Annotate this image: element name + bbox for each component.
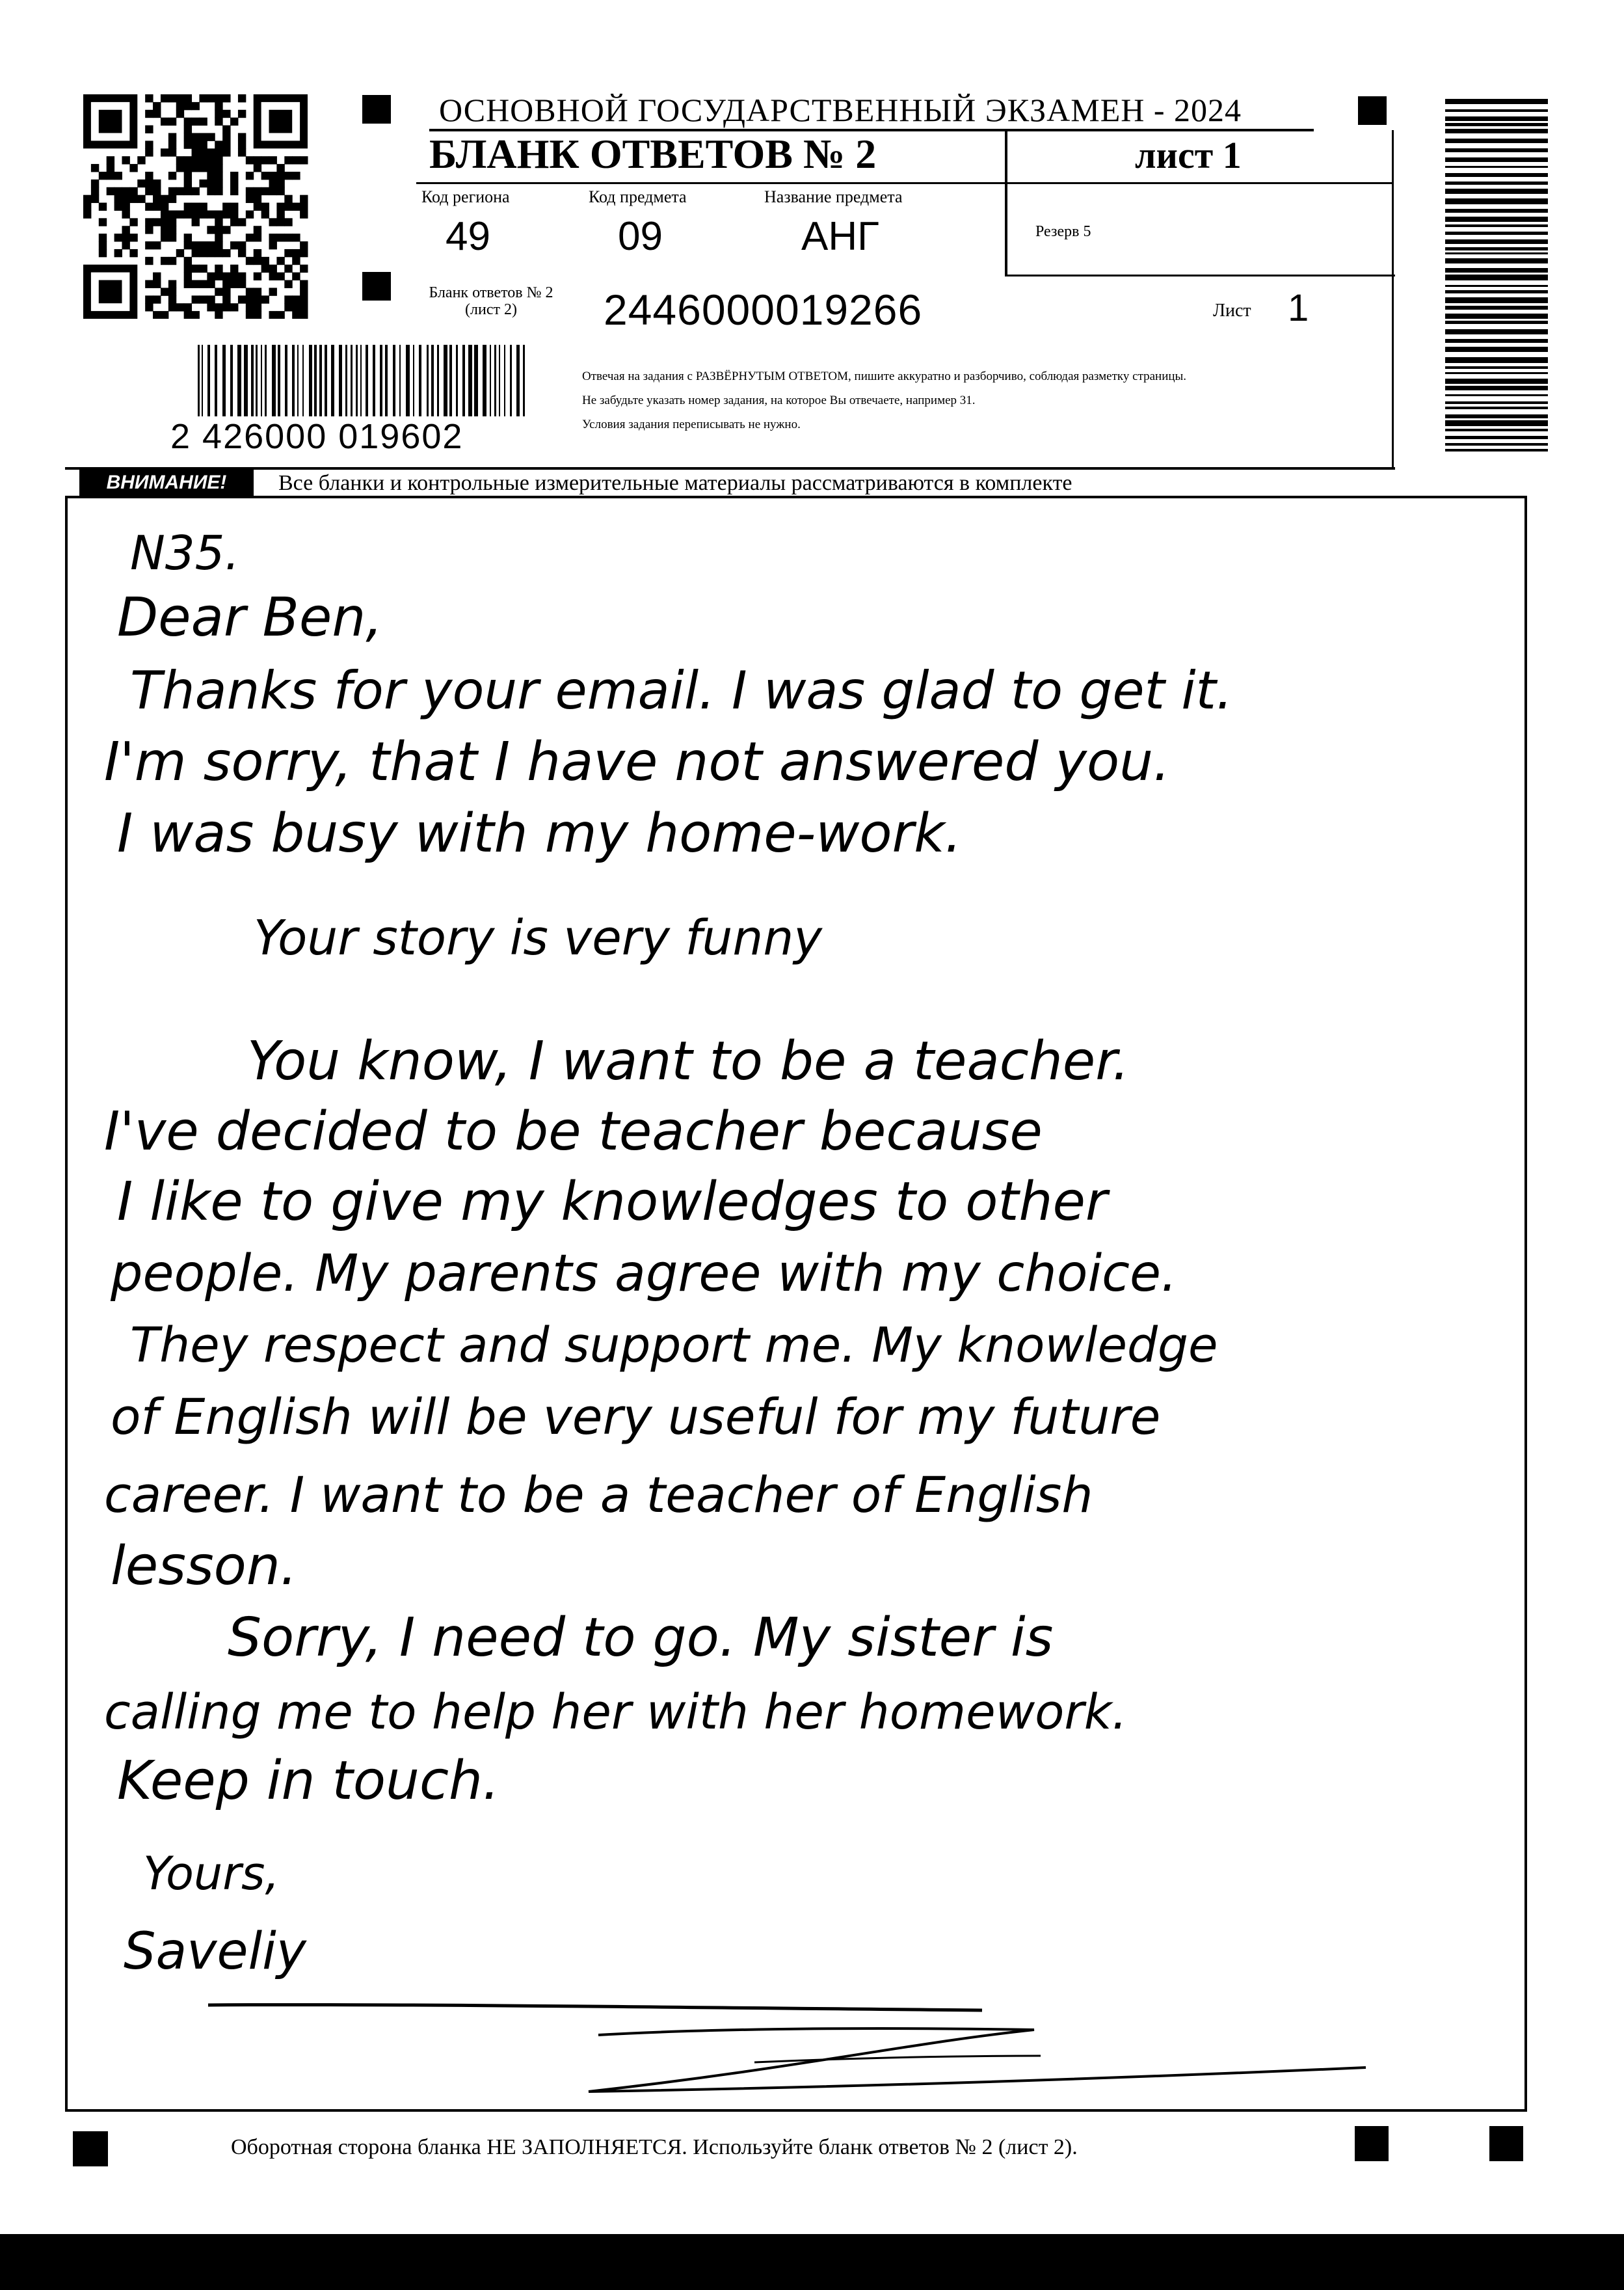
instruction-2: Не забудьте указать номер задания, на которое Вы отвечаете, например 31.	[582, 394, 976, 407]
alignment-marker-bottom-right	[1489, 2126, 1523, 2161]
instruction-3: Условия задания переписывать не нужно.	[582, 418, 801, 431]
header-row-line	[416, 182, 1392, 184]
answer-line: Keep in touch.	[117, 1750, 500, 1812]
signature	[195, 1991, 1398, 2108]
warning-row-top-line	[65, 467, 1395, 470]
vertical-barcode	[1445, 99, 1549, 453]
reserve-label: Резерв 5	[1035, 223, 1091, 240]
answer-line: Your story is very funny	[254, 910, 823, 966]
alignment-marker-mid-left	[362, 272, 391, 301]
answer-line: lesson.	[111, 1535, 297, 1597]
alignment-marker-bottom-mid	[1355, 2126, 1389, 2161]
region-code-label: Код региона	[421, 187, 510, 206]
alignment-marker-top-right	[1358, 96, 1387, 125]
instructions	[582, 364, 1186, 437]
alignment-marker-bottom-left	[73, 2131, 108, 2166]
answer-line: They respect and support me. My knowledge	[130, 1317, 1218, 1373]
answer-line: I was busy with my home-work.	[117, 803, 962, 865]
instruction-1: Отвечая на задания с РАЗВЁРНУТЫМ ОТВЕТОМ, пишите аккуратно и разборчиво, соблюдая разметку страницы.	[582, 370, 1187, 383]
region-code: 49	[446, 214, 490, 259]
answer-line: calling me to help her with her homework.	[104, 1684, 1128, 1740]
barcode-digits: 2 426000 019602	[170, 417, 464, 456]
warning-badge	[79, 470, 254, 496]
sheet-label: Лист	[1213, 301, 1251, 321]
scan-bottom-band	[0, 2234, 1624, 2290]
answer-area[interactable]	[104, 520, 1522, 2017]
sheet-number: 1	[1288, 287, 1309, 329]
answer-line: Dear Ben,	[117, 587, 383, 649]
form-title: БЛАНК ОТВЕТОВ № 2	[429, 131, 877, 177]
answer-line: N35.	[130, 526, 240, 580]
subject-code: 09	[618, 214, 663, 259]
answer-line: Sorry, I need to go. My sister is	[228, 1607, 1054, 1669]
footer-note: Оборотная сторона бланка НЕ ЗАПОЛНЯЕТСЯ. Используйте бланк ответов № 2 (лист 2).	[231, 2135, 1078, 2159]
form-number: 2446000019266	[604, 286, 923, 334]
subject-name-label: Название предмета	[764, 187, 903, 206]
warning-badge-text: ВНИМАНИЕ!	[106, 472, 227, 493]
subject-code-label: Код предмета	[589, 187, 687, 206]
answer-line: I've decided to be teacher because	[104, 1101, 1043, 1163]
form-ref-label-text: Бланк ответов № 2 (лист 2)	[429, 284, 553, 318]
answer-line: people. My parents agree with my choice.	[111, 1245, 1177, 1303]
answer-line: Yours,	[143, 1847, 280, 1900]
header-box-bottom	[1005, 275, 1395, 276]
answer-line: of English will be very useful for my future	[111, 1388, 1161, 1446]
header-box-right	[1392, 130, 1394, 470]
header-divider-vertical	[1005, 130, 1007, 276]
answer-line: I like to give my knowledges to other	[117, 1171, 1108, 1233]
qr-code	[83, 94, 311, 319]
answer-line: Saveliy	[124, 1922, 306, 1981]
answer-line: career. I want to be a teacher of English	[104, 1466, 1093, 1524]
answer-line: You know, I want to be a teacher.	[247, 1030, 1130, 1092]
barcode	[195, 345, 533, 423]
subject-name: АНГ	[801, 214, 879, 259]
answer-line: Thanks for your email. I was glad to get it.	[130, 660, 1233, 721]
answer-line: I'm sorry, that I have not answered you.	[104, 731, 1171, 793]
sheet-title: лист 1	[1135, 134, 1242, 176]
alignment-marker-top-left	[362, 95, 391, 124]
exam-title: ОСНОВНОЙ ГОСУДАРСТВЕННЫЙ ЭКЗАМЕН - 2024	[439, 92, 1242, 128]
warning-text: Все бланки и контрольные измерительные материалы рассматриваются в комплекте	[278, 471, 1072, 495]
form-ref-label	[416, 284, 566, 318]
